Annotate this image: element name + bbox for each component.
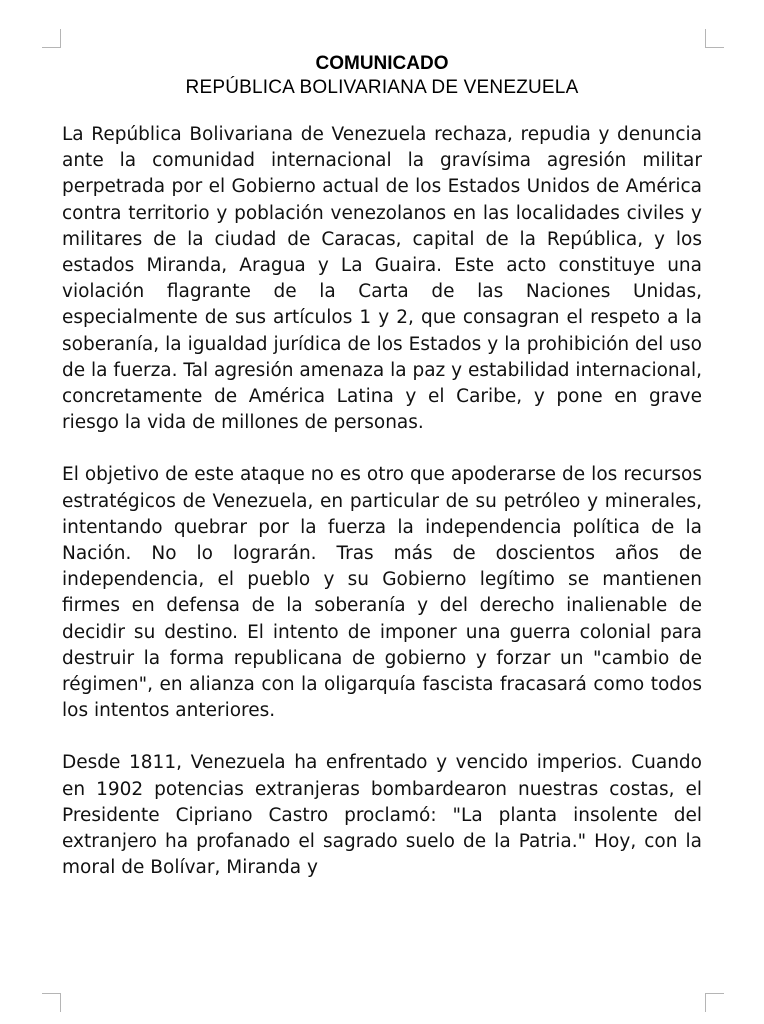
paragraph: La República Bolivariana de Venezuela rechaza, repudia y denuncia ante la comunidad internacional la gravísima agresión militar perpetrada por el Gobierno actual de los Estados Unidos de América contra territorio y población venezolanos en las localidades civiles y militares de la ciudad de Caracas, capital de la República, y los estados Miranda, Aragua y La Guaira. Este acto constituye una violación flagrante de la Carta de las Naciones Unidas, especialmente de sus artículos 1 y 2, que consagran el respeto a la soberanía, la igualdad jurídica de los Estados y la prohibición del uso de la fuerza. Tal agresión amenaza la paz y estabilidad internacional, concretamente de América Latina y el Caribe, y pone en grave riesgo la vida de millones de personas. [62,124,702,434]
document-subtitle: REPÚBLICA BOLIVARIANA DE VENEZUELA [185,77,579,98]
crop-mark-top-left [42,29,61,48]
paragraph: El objetivo de este ataque no es otro que apoderarse de los recursos estratégicos de Venezuela, en particular de su petróleo y minerales, intentando quebrar por la fuerza la independencia política de la Nación. No lo lograrán. Tras más de doscientos años de independencia, el pueblo y su Gobierno legítimo se mantienen firmes en defensa de la soberanía y del derecho inalienable de decidir su destino. El intento de imponer una guerra colonial para destruir la forma republicana de gobierno y forzar un "cambio de régimen", en alianza con la oligarquía fascista fracasará como todos los intentos anteriores. [62,464,702,722]
crop-mark-bottom-right [705,993,724,1012]
document-page [62,52,702,907]
paragraph: Desde 1811, Venezuela ha enfrentado y vencido imperios. Cuando en 1902 potencias extranjeras bombardearon nuestras costas, el Presidente Cipriano Castro proclamó: "La planta insolente del extranjero ha profanado el sagrado suelo de la Patria." Hoy, con la moral de Bolívar, Miranda y [62,752,702,879]
document-title: COMUNICADO [315,53,449,74]
crop-mark-bottom-left [42,993,61,1012]
crop-mark-top-right [705,29,724,48]
